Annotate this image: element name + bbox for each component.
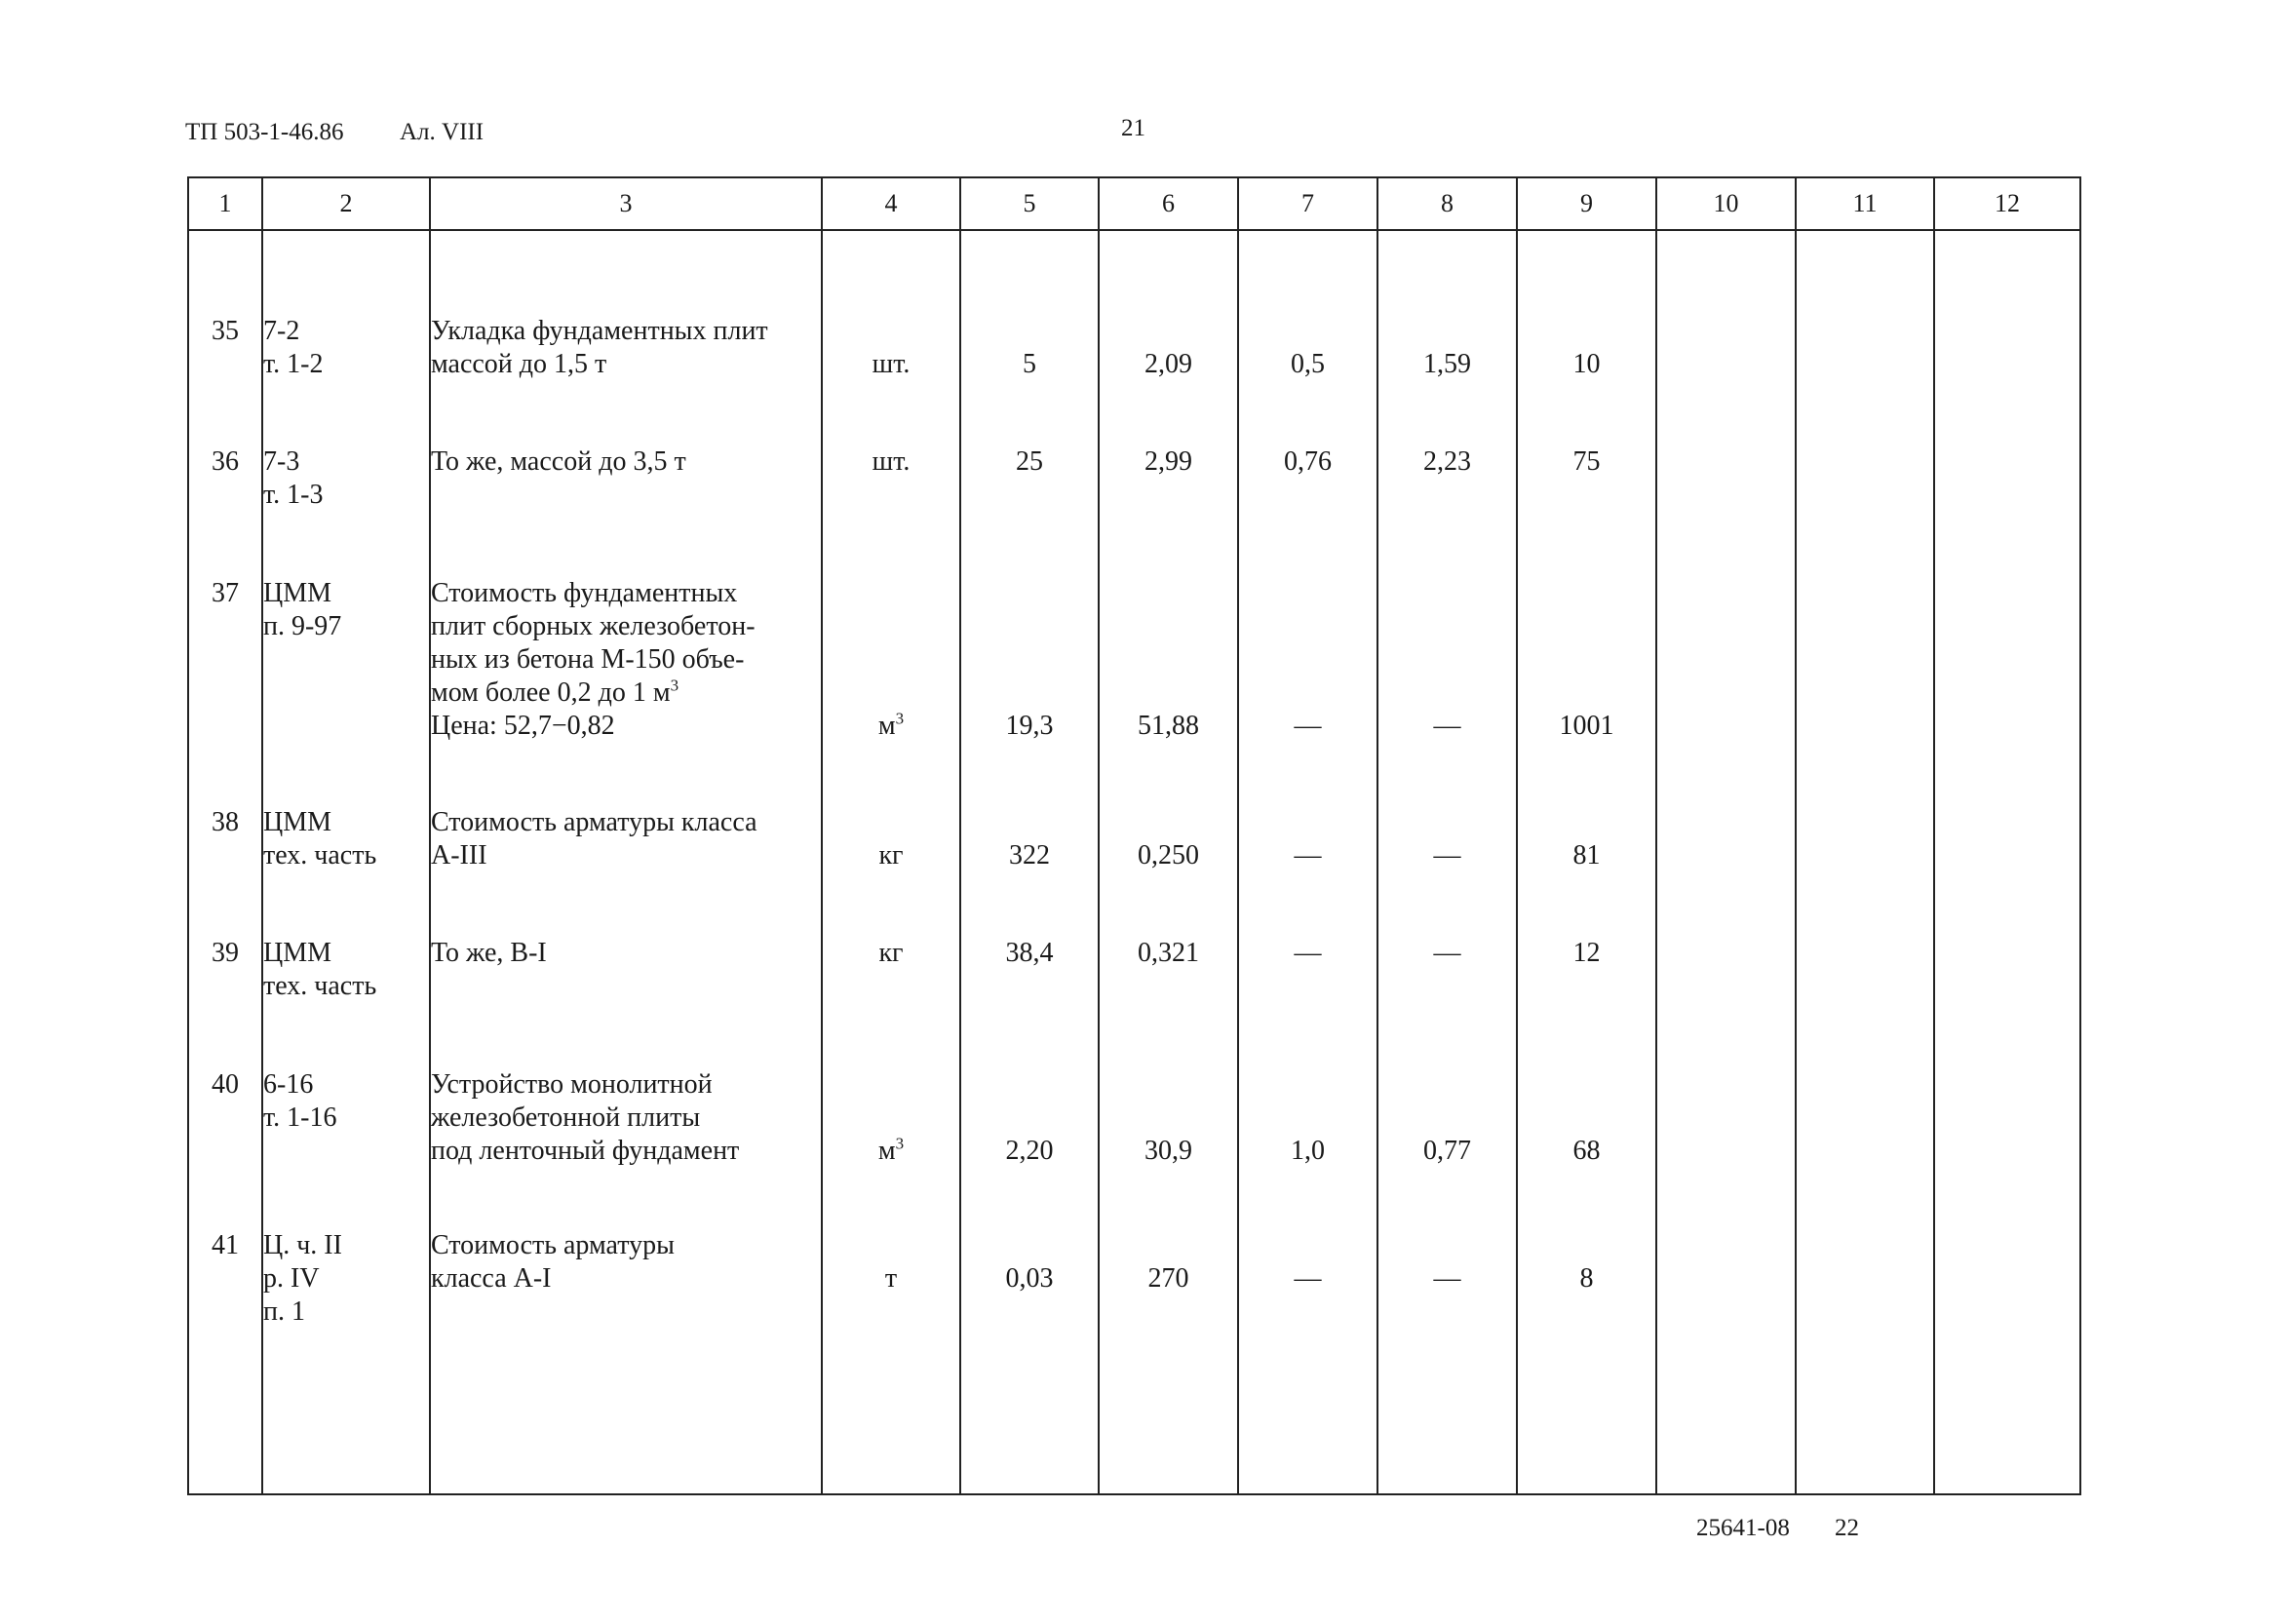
value: — bbox=[1433, 1263, 1461, 1294]
col11-cell bbox=[1796, 1068, 1934, 1229]
col12-cell bbox=[1934, 577, 2080, 806]
desc-line: Укладка фундаментных плит bbox=[431, 316, 768, 346]
footer-page: 22 bbox=[1835, 1515, 1859, 1541]
col8-cell bbox=[1377, 577, 1517, 806]
value: 51,88 bbox=[1138, 711, 1199, 741]
quantity-cell bbox=[960, 577, 1099, 806]
col9-cell bbox=[1517, 1229, 1656, 1494]
col6-cell bbox=[1099, 1068, 1238, 1229]
code-line: Ц. ч. II bbox=[263, 1230, 342, 1260]
norm-reference bbox=[262, 577, 430, 806]
desc-line: Цена: 52,7−0,82 bbox=[431, 711, 615, 741]
col-header-12: 12 bbox=[1934, 177, 2080, 230]
row-number: 38 bbox=[188, 806, 262, 937]
col9-cell bbox=[1517, 806, 1656, 937]
col11-cell bbox=[1796, 577, 1934, 806]
col-header-1: 1 bbox=[188, 177, 262, 230]
col8-cell bbox=[1377, 1068, 1517, 1229]
unit: шт. bbox=[872, 349, 911, 379]
value: — bbox=[1433, 938, 1461, 968]
unit: кг bbox=[878, 840, 904, 870]
value: — bbox=[1294, 840, 1322, 870]
value: 0,76 bbox=[1284, 446, 1332, 477]
table-row bbox=[188, 806, 2080, 937]
col8-cell bbox=[1377, 230, 1517, 445]
col-header-2: 2 bbox=[262, 177, 430, 230]
col12-cell bbox=[1934, 1068, 2080, 1229]
norm-reference bbox=[262, 1068, 430, 1229]
row-number: 36 bbox=[188, 445, 262, 577]
table-row bbox=[188, 577, 2080, 806]
desc-line: Стоимость арматуры bbox=[431, 1230, 675, 1260]
value: — bbox=[1294, 1263, 1322, 1294]
quantity: 0,03 bbox=[1005, 1263, 1054, 1294]
col-header-11: 11 bbox=[1796, 177, 1934, 230]
desc-line bbox=[431, 677, 821, 710]
work-description bbox=[430, 806, 822, 937]
unit-cell bbox=[822, 445, 960, 577]
code-line: 6-16 bbox=[263, 1069, 314, 1100]
value: — bbox=[1294, 938, 1322, 968]
code-line: ЦММ bbox=[263, 807, 332, 837]
col12-cell bbox=[1934, 445, 2080, 577]
value: 0,321 bbox=[1138, 938, 1199, 968]
code-line: п. 9-97 bbox=[263, 611, 342, 641]
unit: т bbox=[884, 1263, 898, 1294]
value: 270 bbox=[1147, 1263, 1189, 1294]
col12-cell bbox=[1934, 230, 2080, 445]
desc-line: плит сборных железобетон- bbox=[431, 611, 756, 641]
work-description bbox=[430, 577, 822, 806]
quantity: 38,4 bbox=[1005, 938, 1054, 968]
col-header-3: 3 bbox=[430, 177, 822, 230]
col11-cell bbox=[1796, 230, 1934, 445]
col7-cell bbox=[1238, 937, 1377, 1068]
value: 81 bbox=[1572, 840, 1601, 870]
col6-cell bbox=[1099, 230, 1238, 445]
col9-cell bbox=[1517, 445, 1656, 577]
value: 1,0 bbox=[1291, 1136, 1325, 1166]
col11-cell bbox=[1796, 937, 1934, 1068]
col6-cell bbox=[1099, 937, 1238, 1068]
table-row bbox=[188, 937, 2080, 1068]
value: — bbox=[1294, 711, 1322, 741]
col7-cell bbox=[1238, 230, 1377, 445]
col10-cell bbox=[1656, 445, 1796, 577]
norm-reference bbox=[262, 445, 430, 577]
col-header-4: 4 bbox=[822, 177, 960, 230]
desc-line: То же, массой до 3,5 т bbox=[431, 446, 686, 477]
norm-reference bbox=[262, 1229, 430, 1494]
code-line: т. 1-16 bbox=[263, 1102, 337, 1133]
col9-cell bbox=[1517, 1068, 1656, 1229]
col7-cell bbox=[1238, 1068, 1377, 1229]
table-row bbox=[188, 445, 2080, 577]
unit-cell bbox=[822, 577, 960, 806]
work-description bbox=[430, 445, 822, 577]
col9-cell bbox=[1517, 937, 1656, 1068]
code-line: т. 1-3 bbox=[263, 480, 324, 510]
col6-cell bbox=[1099, 1229, 1238, 1494]
row-number: 37 bbox=[188, 577, 262, 806]
norm-reference bbox=[262, 937, 430, 1068]
column-number-row bbox=[188, 177, 2080, 230]
col6-cell bbox=[1099, 577, 1238, 806]
quantity: 25 bbox=[1016, 446, 1043, 477]
col-header-10: 10 bbox=[1656, 177, 1796, 230]
quantity-cell bbox=[960, 1229, 1099, 1494]
value: 30,9 bbox=[1144, 1136, 1192, 1166]
col8-cell bbox=[1377, 937, 1517, 1068]
desc-text: мом более 0,2 до 1 м bbox=[431, 677, 671, 708]
value: 10 bbox=[1572, 349, 1601, 379]
quantity: 5 bbox=[1023, 349, 1036, 379]
code-line: ЦММ bbox=[263, 578, 332, 608]
col9-cell bbox=[1517, 230, 1656, 445]
superscript: 3 bbox=[670, 676, 679, 695]
col-header-6: 6 bbox=[1099, 177, 1238, 230]
col10-cell bbox=[1656, 806, 1796, 937]
code-line: п. 1 bbox=[263, 1296, 305, 1327]
quantity: 2,20 bbox=[1005, 1136, 1054, 1166]
value: 2,23 bbox=[1423, 446, 1471, 477]
value: — bbox=[1433, 840, 1461, 870]
value: 2,99 bbox=[1144, 446, 1192, 477]
quantity: 19,3 bbox=[1005, 711, 1054, 741]
value: 0,77 bbox=[1423, 1136, 1471, 1166]
quantity-cell bbox=[960, 937, 1099, 1068]
unit-cell bbox=[822, 1068, 960, 1229]
desc-line: А-III bbox=[431, 840, 487, 870]
unit-cell bbox=[822, 806, 960, 937]
unit-cell bbox=[822, 1229, 960, 1494]
col8-cell bbox=[1377, 806, 1517, 937]
code-line: тех. часть bbox=[263, 971, 377, 1001]
value: 1001 bbox=[1559, 711, 1614, 741]
col10-cell bbox=[1656, 1229, 1796, 1494]
col10-cell bbox=[1656, 1068, 1796, 1229]
col12-cell bbox=[1934, 937, 2080, 1068]
col10-cell bbox=[1656, 937, 1796, 1068]
quantity-cell bbox=[960, 806, 1099, 937]
unit bbox=[823, 577, 959, 743]
unit-text: м bbox=[877, 1136, 896, 1166]
col-header-7: 7 bbox=[1238, 177, 1377, 230]
col6-cell bbox=[1099, 806, 1238, 937]
unit-text: м bbox=[877, 711, 896, 741]
superscript: 3 bbox=[895, 709, 905, 728]
album-label: Ал. VIII bbox=[400, 119, 485, 145]
desc-line: Устройство монолитной bbox=[431, 1069, 713, 1100]
value: 2,09 bbox=[1144, 349, 1192, 379]
work-description bbox=[430, 1068, 822, 1229]
quantity-cell bbox=[960, 230, 1099, 445]
footer-code: 25641-08 bbox=[1696, 1515, 1790, 1541]
col7-cell bbox=[1238, 1229, 1377, 1494]
col8-cell bbox=[1377, 1229, 1517, 1494]
row-number: 39 bbox=[188, 937, 262, 1068]
code-line: р. IV bbox=[263, 1263, 320, 1294]
col11-cell bbox=[1796, 806, 1934, 937]
desc-line: То же, В-I bbox=[431, 938, 547, 968]
work-description bbox=[430, 937, 822, 1068]
desc-line: ных из бетона М-150 объе- bbox=[431, 644, 745, 675]
row-number: 40 bbox=[188, 1068, 262, 1229]
value: 8 bbox=[1579, 1263, 1594, 1294]
value: 12 bbox=[1572, 938, 1601, 968]
col7-cell bbox=[1238, 445, 1377, 577]
col12-cell bbox=[1934, 806, 2080, 937]
code-line: ЦММ bbox=[263, 938, 332, 968]
estimate-table bbox=[187, 176, 2081, 1495]
table-row bbox=[188, 1068, 2080, 1229]
unit: кг bbox=[878, 938, 904, 968]
value: 0,250 bbox=[1138, 840, 1199, 870]
table-row bbox=[188, 1229, 2080, 1494]
unit: шт. bbox=[872, 446, 911, 477]
unit bbox=[823, 1068, 959, 1168]
col-header-5: 5 bbox=[960, 177, 1099, 230]
col7-cell bbox=[1238, 806, 1377, 937]
value: 1,59 bbox=[1423, 349, 1471, 379]
desc-line: Стоимость фундаментных bbox=[431, 578, 738, 608]
code-line: тех. часть bbox=[263, 840, 377, 870]
quantity: 322 bbox=[1009, 840, 1050, 870]
document-code: ТП 503-1-46.86 bbox=[185, 119, 344, 145]
work-description bbox=[430, 230, 822, 445]
code-line: т. 1-2 bbox=[263, 349, 324, 379]
desc-line: Стоимость арматуры класса bbox=[431, 807, 757, 837]
unit-cell bbox=[822, 230, 960, 445]
code-line: 7-3 bbox=[263, 446, 300, 477]
norm-reference bbox=[262, 806, 430, 937]
row-number: 35 bbox=[188, 230, 262, 445]
quantity-cell bbox=[960, 445, 1099, 577]
value: — bbox=[1433, 711, 1461, 741]
col10-cell bbox=[1656, 577, 1796, 806]
value: 75 bbox=[1572, 446, 1601, 477]
value: 0,5 bbox=[1291, 349, 1325, 379]
col11-cell bbox=[1796, 1229, 1934, 1494]
desc-line: массой до 1,5 т bbox=[431, 349, 607, 379]
norm-reference bbox=[262, 230, 430, 445]
superscript: 3 bbox=[895, 1134, 905, 1153]
desc-line: железобетонной плиты bbox=[431, 1102, 701, 1133]
table-row bbox=[188, 230, 2080, 445]
col7-cell bbox=[1238, 577, 1377, 806]
col6-cell bbox=[1099, 445, 1238, 577]
col11-cell bbox=[1796, 445, 1934, 577]
col10-cell bbox=[1656, 230, 1796, 445]
col-header-8: 8 bbox=[1377, 177, 1517, 230]
quantity-cell bbox=[960, 1068, 1099, 1229]
code-line: 7-2 bbox=[263, 316, 300, 346]
unit-cell bbox=[822, 937, 960, 1068]
value: 68 bbox=[1572, 1136, 1601, 1166]
col8-cell bbox=[1377, 445, 1517, 577]
row-number: 41 bbox=[188, 1229, 262, 1494]
col12-cell bbox=[1934, 1229, 2080, 1494]
col-header-9: 9 bbox=[1517, 177, 1656, 230]
desc-line: под ленточный фундамент bbox=[431, 1136, 740, 1166]
page-number: 21 bbox=[1121, 115, 1145, 141]
work-description bbox=[430, 1229, 822, 1494]
desc-line: класса А-I bbox=[431, 1263, 552, 1294]
col9-cell bbox=[1517, 577, 1656, 806]
